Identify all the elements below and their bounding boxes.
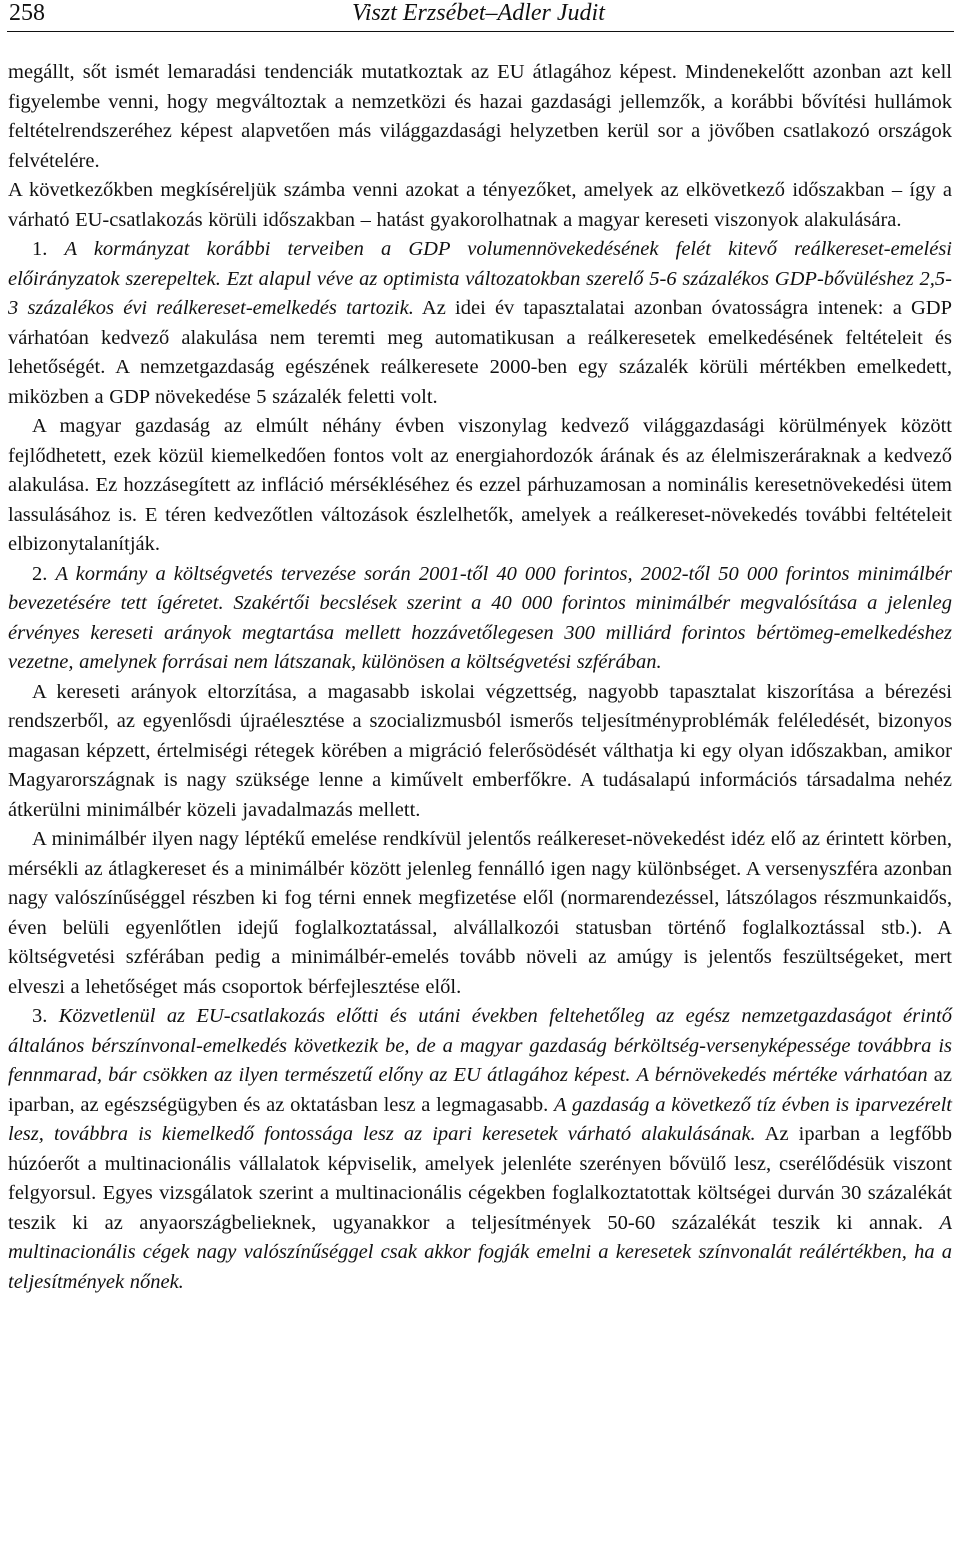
paragraph-continuation	[8, 58, 952, 176]
paragraph-point-3	[8, 1002, 952, 1297]
text-run: Az idei év tapasztalatai azonban óvatosságra intenek: a GDP várhatóan kedvező alakulása nem teremti meg automatikusan a reálkeresetek emelkedésének feltételeit és lehetőségét. A nemzetgazdaság egészének reálkeresete 2000-ben egy százalék körüli mértékben emelkedett, miközben a GDP növekedése 5 százalék feletti volt.	[8, 297, 953, 408]
paragraph-point-2-consequences	[8, 825, 952, 1002]
text-run: az iparban, az egészségügyben és az oktatásban lesz a legmagasabb.	[8, 1064, 953, 1116]
italic-text-run: A gazdaság a következő tíz évben is iparvezérelt lesz, továbbra is kiemelkedő fontossága lesz az ipari keresetek várható alakulásának.	[8, 1093, 952, 1145]
running-head	[9, 0, 951, 30]
paragraph-point-1	[8, 235, 952, 412]
italic-text-run: Közvetlenül az EU-csatlakozás előtti és utáni években feltehetőleg az egész nemzetgazdaságot érintő általános bérszínvonal-emelkedés következik be, de a magyar gazdaság bérköltség-versenyképessége továbbra is fennmarad, bár csökken az ilyen természetű előny az EU átlagához képest. A bérnövekedés mértéke várhatóan	[8, 1005, 952, 1086]
italic-text-run: A multinacionális cégek nagy valószínűséggel csak akkor fogják emelni a keresetek színvonalát reálértékben, ha a teljesítmények nőnek.	[8, 1211, 952, 1293]
italic-text-run: A kormány a költségvetés tervezése során 2001-től 40 000 forintos, 2002-től 50 000 forintos minimálbér bevezetésére tett ígéretet. Szakértői becslések szerint a 40 000 forintos minimálbér megvalósítása a jelenleg érvényes kereseti arányok megtartása mellett hozzávetőlegesen 300 milliárd forintos bértömeg-emelkedéshez vezetne, amelynek forrásai nem látszanak, különösen a költségvetési szférában.	[8, 562, 953, 673]
paragraph-point-2-continued	[8, 678, 952, 826]
paragraph-intro	[8, 176, 952, 235]
text-run: 3.	[32, 1005, 59, 1027]
header-rule	[7, 31, 954, 32]
body-text	[8, 58, 952, 1297]
italic-text-run: A kormányzat korábbi terveiben a GDP volumennövekedésének felét kitevő reálkereset-emelési előirányzatok szerepeltek. Ezt alapul véve az optimista változatokban szerelő 5-6 százalékos GDP-bővüléshez 2,5-3 százalékos évi reálkereset-emelkedés tartozik.	[8, 238, 953, 319]
page-number: 258	[9, 0, 45, 26]
text-run: A magyar gazdaság az elmúlt néhány évben viszonylag kedvező világgazdasági körülmények között fejlődhetett, ezek közül kiemelkedően fontos volt az energiahordozók árának és az élelmiszeráraknak a kedvező alakulása. Ez hozzásegített az infláció mérsékléséhez és ezzel párhuzamosan a nominális keresetnövekedési ütem lassulásához is. E téren kedvezőtlen változások észlelhetők, amelyek a reálkereset-növekedés további feltételeit elbizonytalanítják.	[8, 415, 952, 555]
text-run: Az iparban a legfőbb húzóerőt a multinacionális vállalatok képviselik, amelyek jelenléte szerényen bővülő lesz, cserélődésük viszont felgyorsul. Egyes vizsgálatok szerint a multinacionális cégekben foglalkoztatottak költségei durván 30 százalékát teszik ki az anyaországbelieknek, ugyanakkor a teljesítmények 50-60 százalékát teszik ki annak.	[8, 1123, 953, 1234]
paragraph-point-1-continued	[8, 412, 952, 560]
running-title: Viszt Erzsébet–Adler Judit	[352, 0, 605, 26]
text-run: 2.	[32, 562, 56, 585]
paragraph-point-2	[8, 560, 952, 678]
text-run: A minimálbér ilyen nagy léptékű emelése rendkívül jelentős reálkereset-növekedést idéz elő az érintett körben, mérsékli az átlagkereset és a minimálbér között jelenleg fennálló igen nagy különbséget. A versenyszféra azonban nagy valószínűséggel részben ki fog térni ennek megfizetése elől (normarendezéssel, látszólagos részmunkaidős, éven belüli egyenlőtlen idejű foglalkoztatással, alvállalkozói statusban történő foglalkoztással stb.). A költségvetési szférában pedig a minimálbér-emelés tovább növeli az amúgy is jelentős feszültségeket, mert elveszi a lehetőséget más csoportok bérfejlesztése elől.	[8, 828, 952, 998]
text-run: A kereseti arányok eltorzítása, a magasabb iskolai végzettség, nagyobb tapasztalat kiszorítása a bérezési rendszerből, az egyenlősdi újraélesztése a szocializmusból ismerős teljesítményproblémák feléledését, bizonyos magasan képzett, értelmiségi rétegek körében a migráció felerősödését válthatja ki egy olyan időszakban, amikor Magyarországnak is nagy szüksége lenne a kiművelt emberfőkre. A tudásalapú információs társadalma nehéz átkerülni minimálbér közeli javadalmazás mellett.	[8, 680, 952, 821]
text-run: 1.	[32, 238, 65, 260]
text-run: megállt, sőt ismét lemaradási tendenciák mutatkoztak az EU átlagához képest. Mindenekelőtt azonban azt kell figyelembe venni, hogy megváltoztak a nemzetközi és hazai gazdasági jellemzők, a korábbi bővítési hullámok feltételrendszeréhez képest alapvetően más világgazdasági helyzetben kerül sor a jövőben csatlakozó országok felvételére.	[8, 61, 952, 172]
text-run: A következőkben megkíséreljük számba venni azokat a tényezőket, amelyek az elkövetkező időszakban – így a várható EU-csatlakozás körüli időszakban – hatást gyakorolhatnak a magyar kereseti viszonyok alakulására.	[8, 179, 952, 231]
